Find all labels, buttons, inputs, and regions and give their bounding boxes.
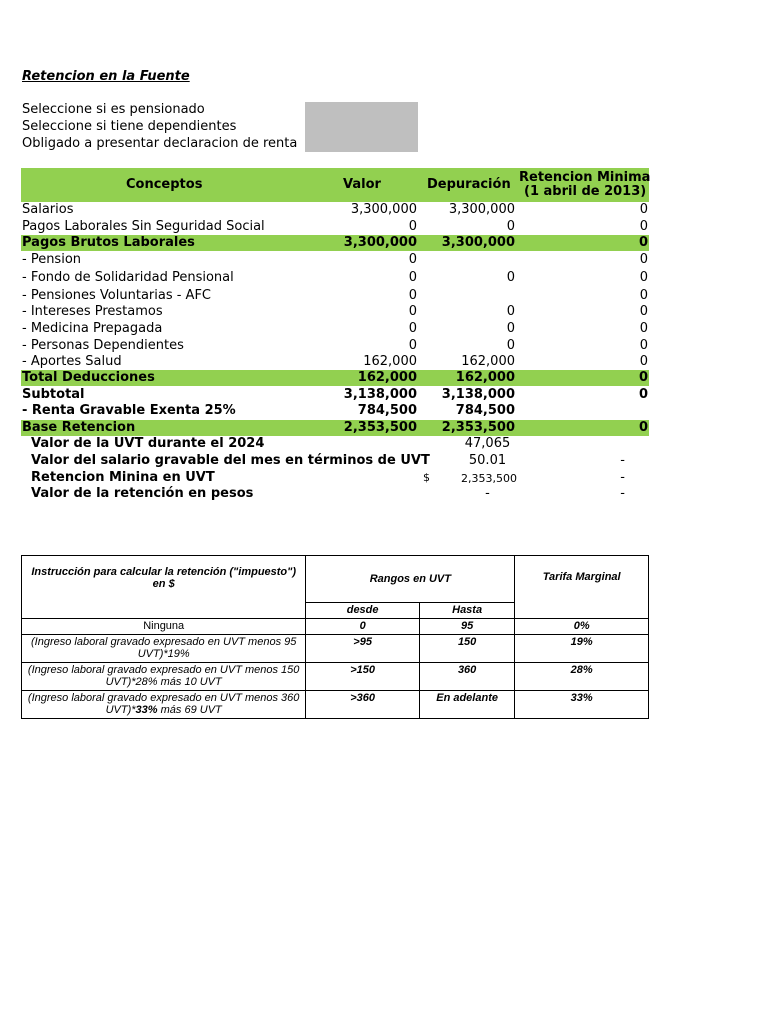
row-retencion: 0 xyxy=(638,420,648,435)
instr-row-3-bold: 33% xyxy=(135,704,158,716)
header-desde: desde xyxy=(306,603,420,619)
uvt-retencion: - xyxy=(620,470,625,485)
header-tarifa: Tarifa Marginal xyxy=(515,556,649,619)
row-depuracion: 0 xyxy=(506,270,515,285)
hasta-row-0: 95 xyxy=(419,619,514,635)
header-hasta: Hasta xyxy=(419,603,514,619)
row-valor: 0 xyxy=(408,252,417,267)
row-valor: 0 xyxy=(408,338,417,353)
declaracion-label: Obligado a presentar declaracion de renta xyxy=(22,136,298,151)
row-valor: 0 xyxy=(408,270,417,285)
row-valor: 0 xyxy=(408,304,417,319)
selection-input-cells[interactable] xyxy=(305,102,418,152)
desde-row-0: 0 xyxy=(306,619,420,635)
header-retencion-1: Retencion Minima xyxy=(519,170,651,185)
row-label: Pagos Brutos Laborales xyxy=(22,235,195,250)
uvt-depuracion: - xyxy=(485,486,490,501)
row-label: - Intereses Prestamos xyxy=(22,304,163,319)
tarifa-row-0: 0% xyxy=(515,619,649,635)
row-valor: 3,300,000 xyxy=(343,235,417,250)
dependientes-label: Seleccione si tiene dependientes xyxy=(22,119,237,134)
row-label: - Medicina Prepagada xyxy=(22,321,163,336)
header-rangos: Rangos en UVT xyxy=(306,556,515,603)
tarifa-row-2: 28% xyxy=(515,663,649,691)
header-conceptos: Conceptos xyxy=(126,177,203,192)
desde-row-3: >360 xyxy=(306,691,420,719)
row-label: Pagos Laborales Sin Seguridad Social xyxy=(22,219,265,234)
row-label: - Pension xyxy=(22,252,82,267)
row-retencion: 0 xyxy=(639,252,648,267)
row-depuracion: 784,500 xyxy=(455,403,515,418)
page-title: Retencion en la Fuente xyxy=(22,69,190,84)
desde-row-2: >150 xyxy=(306,663,420,691)
row-label: Salarios xyxy=(22,202,74,217)
row-label: - Aportes Salud xyxy=(22,354,122,369)
row-retencion: 0 xyxy=(639,202,648,217)
row-depuracion: 2,353,500 xyxy=(441,420,515,435)
row-depuracion: 3,138,000 xyxy=(441,387,515,402)
instr-row-3-post: más 69 UVT xyxy=(157,704,222,716)
row-depuracion xyxy=(420,288,515,305)
header-instruccion: Instrucción para calcular la retención ("impuesto") en $ xyxy=(22,556,306,619)
uvt-label: Valor de la retención en pesos xyxy=(31,486,254,501)
row-valor: 0 xyxy=(408,288,417,303)
uvt-label: Valor de la UVT durante el 2024 xyxy=(31,436,265,451)
row-retencion xyxy=(560,403,648,420)
row-label: - Personas Dependientes xyxy=(22,338,184,353)
instruction-table xyxy=(21,555,649,719)
uvt-label: Retencion Minina en UVT xyxy=(31,470,215,485)
tarifa-row-1: 19% xyxy=(515,635,649,663)
row-valor: 162,000 xyxy=(363,354,417,369)
row-valor: 0 xyxy=(408,321,417,336)
row-retencion: 0 xyxy=(639,338,648,353)
row-valor: 3,300,000 xyxy=(350,202,417,217)
hasta-row-2: 360 xyxy=(419,663,514,691)
row-retencion: 0 xyxy=(638,370,648,385)
row-depuracion xyxy=(420,252,515,269)
row-depuracion: 162,000 xyxy=(461,354,515,369)
row-retencion: 0 xyxy=(639,321,648,336)
row-valor: 0 xyxy=(408,219,417,234)
row-depuracion: 3,300,000 xyxy=(448,202,515,217)
uvt-retencion: - xyxy=(620,453,625,468)
row-depuracion: 3,300,000 xyxy=(441,235,515,250)
tarifa-row-3: 33% xyxy=(515,691,649,719)
row-depuracion: 0 xyxy=(506,304,515,319)
row-retencion: 0 xyxy=(638,387,648,402)
header-valor: Valor xyxy=(343,177,381,192)
row-retencion: 0 xyxy=(638,235,648,250)
uvt-depuracion: 2,353,500 xyxy=(461,472,517,485)
row-label: Total Deducciones xyxy=(22,370,155,385)
row-valor: 2,353,500 xyxy=(343,420,417,435)
row-valor: 3,138,000 xyxy=(343,387,417,402)
row-retencion: 0 xyxy=(639,354,648,369)
row-valor: 784,500 xyxy=(357,403,417,418)
row-retencion: 0 xyxy=(639,288,648,303)
row-depuracion: 0 xyxy=(506,338,515,353)
instr-row-0: Ninguna xyxy=(22,619,306,635)
row-retencion: 0 xyxy=(639,304,648,319)
row-label: - Renta Gravable Exenta 25% xyxy=(22,403,236,418)
hasta-row-3: En adelante xyxy=(419,691,514,719)
uvt-retencion xyxy=(560,436,625,453)
header-depuracion: Depuración xyxy=(427,177,511,192)
row-retencion: 0 xyxy=(639,219,648,234)
row-retencion: 0 xyxy=(639,270,648,285)
header-retencion-2: (1 abril de 2013) xyxy=(524,184,647,199)
row-label: Subtotal xyxy=(22,387,85,402)
uvt-depuracion: 50.01 xyxy=(468,453,507,468)
row-depuracion: 162,000 xyxy=(455,370,515,385)
pensionado-label: Seleccione si es pensionado xyxy=(22,102,205,117)
instr-row-1: (Ingreso laboral gravado expresado en UVT menos 95 UVT)*19% xyxy=(22,635,306,663)
instr-row-3 xyxy=(22,691,306,719)
uvt-retencion: - xyxy=(620,486,625,501)
uvt-currency: $ xyxy=(423,471,430,484)
instr-row-2: (Ingreso laboral gravado expresado en UVT menos 150 UVT)*28% más 10 UVT xyxy=(22,663,306,691)
hasta-row-1: 150 xyxy=(419,635,514,663)
instr-row-3-pre: (Ingreso laboral gravado expresado en UVT menos 360 UVT)* xyxy=(27,692,300,716)
row-label: - Pensiones Voluntarias - AFC xyxy=(22,288,212,303)
row-depuracion: 0 xyxy=(506,219,515,234)
uvt-label: Valor del salario gravable del mes en términos de UVT xyxy=(31,453,430,468)
row-label: - Fondo de Solidaridad Pensional xyxy=(22,270,234,285)
row-depuracion: 0 xyxy=(506,321,515,336)
row-label: Base Retencion xyxy=(22,420,136,435)
desde-row-1: >95 xyxy=(306,635,420,663)
uvt-depuracion: 47,065 xyxy=(464,436,511,451)
row-valor: 162,000 xyxy=(357,370,417,385)
